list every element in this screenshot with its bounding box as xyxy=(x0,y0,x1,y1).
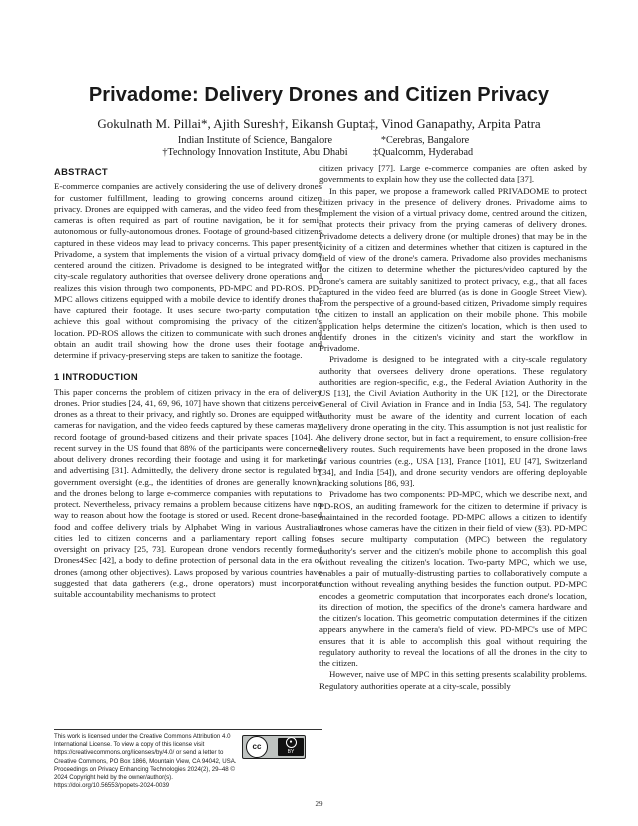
paper-title: Privadome: Delivery Drones and Citizen Privacy xyxy=(88,84,550,106)
footnote-text: This work is licensed under the Creative Commons Attribution 4.0 International License. To view a copy of this license visit https://creativecommons.org/licenses/by/4.0/ or send a letter to Creative Commons, PO Box 1866, Mountain View, CA 94042, USA. Proceedings on Privacy Enhancing Technologies 2024(2), 29–48 © 2024 Copyright held by the owner/author(s). https://doi.org/10.56553/popets-2024-0039 xyxy=(54,733,237,790)
person-icon: ● xyxy=(286,737,297,748)
cc-logo-icon: cc xyxy=(246,736,268,758)
introduction-text: This paper concerns the problem of citizen privacy in the era of delivery drones. Prior studies [24, 41, 69, 96, 107] have shown that citizens perceive drones as a threat to their privacy, and rightly so. Drones are equipped with cameras for navigation, and the video feeds captured by these cameras may record footage of ground-based citizens and their private spaces [104]. A recent survey in the US found that 88% of the participants were concerned about delivery drones recording their footage and using it for marketing and advertising [31]. Admittedly, the delivery drone sector is regulated by government oversight (e.g., the identities of drones are generally known), and the drones belong to large e-commerce companies with reputations to protect. Nevertheless, privacy remains a problem because citizens have no way to reason about how the footage is stored or used. Recent drone-based food and coffee delivery trials by Alphabet Wing in various Australian cities led to citizen concerns and a parliamentary report calling for oversight on privacy [25, 73]. European drone vendors recently formed Drones4Sec [42], a body to define protection of personal data in the era of drones (among other objectives). Laws proposed by various countries have suggested that data gatherers (e.g., drone operators) must incorporate suitable accountability mechanisms to protect xyxy=(54,386,322,599)
right-column xyxy=(319,163,587,692)
abstract-text: E-commerce companies are actively considering the use of delivery drones for customer fulfillment, leading to growing concerns around citizen privacy. Drones are equipped with cameras, and the video feed from these cameras is often required as part of routine navigation, be it for semi-autonomous or fully-autonomous drones. Footage of ground-based citizens captured in these videos may lead to privacy concerns. This paper presents Privadome, a system that implements the vision of a virtual privacy dome centered around the citizen. Privadome is designed to be integrated with city-scale regulatory authorities that oversee delivery drone operations and realizes this vision through two components, PD-MPC and PD-ROS. PD-MPC allows citizens equipped with a mobile device to identify drones that have captured their footage. It uses secure two-party computation to achieve this goal without compromising the privacy of the citizen's location. PD-ROS allows the citizen to communicate with such drones and obtain an audit trail showing how the drone uses their footage and determine if privacy-preserving steps are taken to sanitize the footage. xyxy=(54,181,322,360)
right-paragraph-5: However, naive use of MPC in this setting presents scalability problems. Regulatory authorities operate at a city-scale, possibly xyxy=(319,669,587,691)
affiliation-left-2: †Technology Innovation Institute, Abu Dhabi xyxy=(162,147,348,158)
footnote-rule xyxy=(54,729,322,730)
by-label: BY xyxy=(287,749,295,756)
left-column xyxy=(54,166,322,600)
right-paragraph-4: Privadome has two components: PD-MPC, which we describe next, and PD-ROS, an auditing framework for the citizen to determine if privacy is maintained in the recorded footage. PD-MPC allows a citizen to identify drones whose cameras have the citizen in their field of view (§3). PD-MPC uses secure multiparty computation (MPC) between the regulatory authority's server and the citizen's mobile phone to accomplish this goal without revealing the citizen's location. Two-party MPC, which we use, enables a pair of mutually-distrusting parties to collaboratively compute a function without revealing anything besides the function output. PD-MPC encodes a geometric computation that incorporates each drone's location, its direction of motion, the specifics of the drone's camera hardware and the citizen's location. This geometric computation determines if the citizen appears anywhere in the camera's field of view. PD-MPC's use of MPC ensures that it is able to accomplish this goal without requiring the regulatory authority to reveal the locations of all the drones in the city to the citizen. xyxy=(319,489,587,668)
right-paragraph-2: In this paper, we propose a framework called PRIVADOME to protect citizen privacy in the presence of delivery drones. Privadome aims to implement the vision of a virtual privacy dome, centred around the citizen, that protects their privacy from the prying cameras of delivery drones. Privadome detects a delivery drone (or multiple drones) that may be in the vicinity of a citizen and determines whether that citizen is captured in the field of view of the drone's camera. Privadome also provides mechanisms for the citizen to determine whether the pictures/video captured by the drone's camera are suitably sanitized to protect privacy, e.g., that all faces captured in the video feed are blurred (as is done in Google Street View). From the perspective of a ground-based citizen, Privadome simply requires the citizen to install an application on their mobile phone. This mobile application helps determine the citizen's location, which is then used to identify drones in the citizen's vicinity and start the workflow in Privadome. xyxy=(319,185,587,353)
right-paragraph-1: citizen privacy [77]. Large e-commerce companies are often asked by governments to explain how they use the collected data [37]. xyxy=(319,163,587,185)
page-number: 29 xyxy=(315,800,323,808)
affiliation-right-1: *Cerebras, Bangalore xyxy=(380,135,470,146)
abstract-heading: ABSTRACT xyxy=(54,166,108,177)
introduction-heading: 1 INTRODUCTION xyxy=(54,371,138,383)
right-paragraph-3: Privadome is designed to be integrated with a city-scale regulatory authority that oversees delivery drone operations. These regulatory authorities are region-specific, e.g., the Federal Aviation Authority in the US [13], the Civil Aviation Authority in the UK [12], or the Directorate General of Civil Aviation in France and in India [53, 54]. The regulatory authority must be aware of the identity and current location of each delivery drone operating in the city. This assumption is not just realistic for the delivery drone sector, but in fact a requirement, to ensure collision-free delivery routes. Such requirements have been proposed in the drone laws of various countries (e.g., USA [13], France [101], EU [47], Switzerland [34], and India [54]), and drone security vendors are offering deployable tracking solutions [86, 93]. xyxy=(319,354,587,488)
affiliation-left-1: Indian Institute of Science, Bangalore xyxy=(177,135,333,146)
by-attribution-icon xyxy=(278,738,304,756)
author-list: Gokulnath M. Pillai*, Ajith Suresh†, Eikansh Gupta‡, Vinod Ganapathy, Arpita Patra xyxy=(97,116,541,131)
license-footnote xyxy=(54,733,322,790)
affiliation-right-2: ‡Qualcomm, Hyderabad xyxy=(372,147,474,158)
cc-by-license-icon xyxy=(242,735,306,759)
